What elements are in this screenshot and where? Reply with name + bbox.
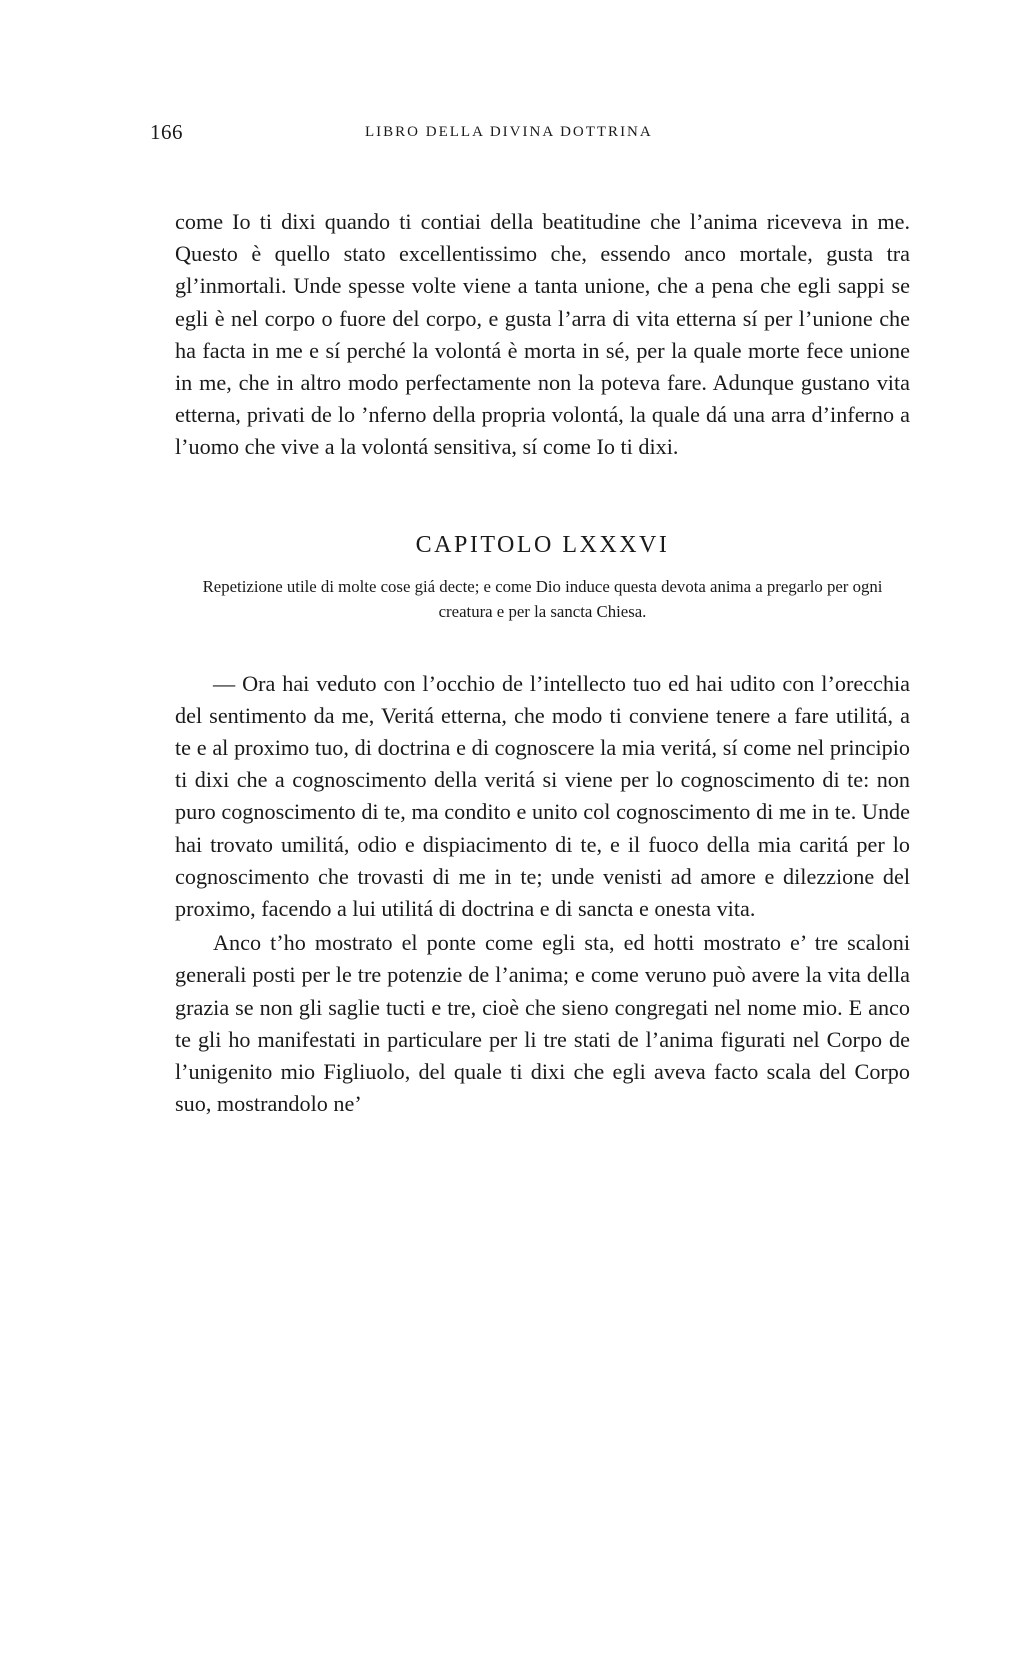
running-title: LIBRO DELLA DIVINA DOTTRINA <box>365 124 653 140</box>
chapter-title: CAPITOLO LXXXVI <box>415 531 670 558</box>
paragraph-body: Anco t’ho mostrato el ponte come egli sta, ed hotti mostrato e’ tre scaloni generali posti per le tre potenzie de l’anima; e come veruno può avere la vita della grazia se non gli saglie tucti e tre, cioè che sieno congregati nel nome mio. E anco te gli ho manifestati in particulare per li tre stati de l’anima figurati nel Corpo de l’unigenito mio Figliuolo, del quale ti dixi che egli aveva facto scala del Corpo suo, mostrandolo ne’ <box>175 930 910 1117</box>
running-head <box>150 120 910 154</box>
chapter-summary: Repetizione utile di molte cose giá decte; e come Dio induce questa devota anima a pregarlo per ogni creatura e per la sancta Chiesa. <box>202 576 883 621</box>
page-number: 166 <box>150 120 183 144</box>
paragraph-continued: come Io ti dixi quando ti contiai della beatitudine che l’anima riceveva in me. Questo è quello stato excellentissimo che, essendo anco mortale, gusta tra gl’inmortali. Unde spesse volte viene a tanta unione, che a pena che egli sappi se egli è nel corpo o fuore del corpo, e gusta l’arra di vita etterna sí per l’unione che ha facta in me e sí perché la volontá è morta in sé, per la quale morte fece unione in me, che in altro modo perfectamente non la poteva fare. Adunque gustano vita etterna, privati de lo ’nferno della propria volontá, la quale dá una arra d’inferno a l’uomo che vive a la volontá sensitiva, sí come Io ti dixi. <box>175 209 910 460</box>
paragraph-dialogue: — Ora hai veduto con l’occhio de l’intellecto tuo ed hai udito con l’orecchia del sentimento da me, Veritá etterna, che modo ti conviene tenere a fare utilitá, a te e al proximo tuo, di doctrina e di cognoscere la mia veritá, sí come nel principio ti dixi che a cognoscimento della veritá si viene per lo cognoscimento di te: non puro cognoscimento di te, ma condito e unito col cognoscimento di me in te. Unde hai trovato umilitá, odio e dispiacimento di te, e il fuoco della mia caritá per lo cognoscimento che trovasti di me in te; unde venisti ad amore e dilezzione del proximo, facendo a lui utilitá di doctrina e di sancta e onesta vita. <box>175 670 910 922</box>
book-page <box>150 120 910 1120</box>
